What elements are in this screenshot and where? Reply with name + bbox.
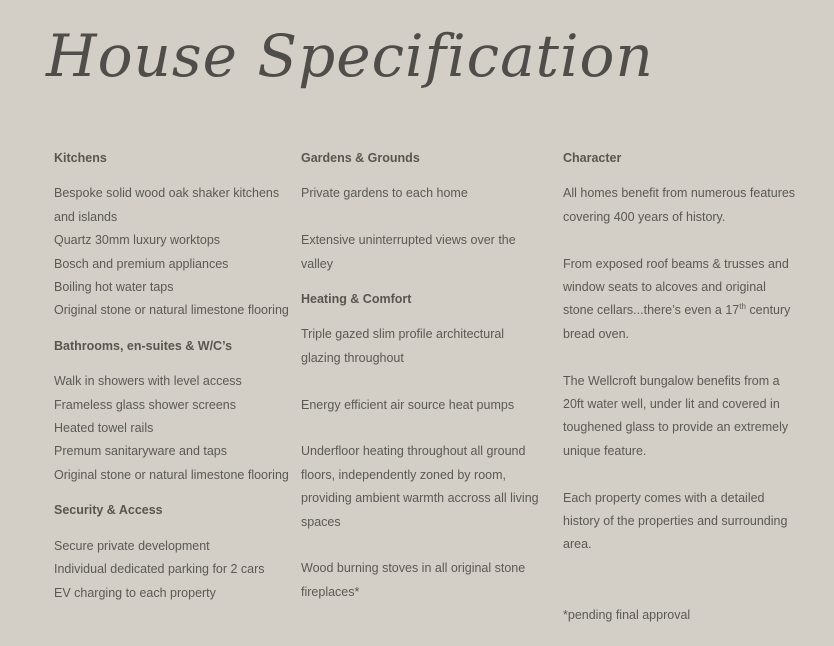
kitchens-heading: Kitchens — [54, 151, 107, 165]
list-item: Energy efficient air source heat pumps — [301, 397, 515, 412]
list-item: Underfloor heating throughout all ground floors, independently zoned by room, providing ambient warmth accross all living spaces — [301, 444, 539, 529]
bathrooms-heading: Bathrooms, en-suites & W/C’s — [54, 338, 233, 353]
list-item: Extensive uninterrupted views over the valley — [301, 233, 516, 271]
list-item: EV charging to each property — [54, 585, 216, 600]
gardens-heading: Gardens & Grounds — [301, 151, 420, 165]
column-right — [563, 147, 798, 627]
list-item: Heated towel rails — [54, 421, 154, 436]
character-paragraph-4: Each property comes with a detailed history of the properties and surrounding area. — [563, 490, 788, 552]
column-left — [54, 147, 289, 605]
list-item: Triple gazed slim profile architectural glazing throughout — [301, 327, 505, 365]
list-item: Quartz 30mm luxury worktops — [54, 233, 221, 248]
list-item: Bespoke solid wood oak shaker kitchens and islands — [54, 186, 280, 224]
page-title: House Specification — [46, 22, 654, 90]
character-paragraph-2 — [563, 253, 798, 347]
footnote: *pending final approval — [563, 607, 691, 622]
list-item: Original stone or natural limestone flooring — [54, 467, 289, 482]
character-paragraph-3: The Wellcroft bungalow benefits from a 20ft water well, under lit and covered in toughened glass to provide an extremely unique feature. — [563, 373, 789, 458]
list-item: Walk in showers with level access — [54, 374, 242, 389]
character-paragraph-1: All homes benefit from numerous features covering 400 years of history. — [563, 186, 796, 224]
list-item: Boiling hot water taps — [54, 280, 174, 295]
list-item: Premum sanitaryware and taps — [54, 444, 227, 459]
list-item: Secure private development — [54, 538, 210, 553]
character-paragraph-2-text: From exposed roof beams & trusses and window seats to alcoves and original stone cellars...there’s even a 17 — [563, 256, 789, 318]
list-item: Private gardens to each home — [301, 186, 468, 201]
column-middle — [301, 147, 546, 604]
list-item: Original stone or natural limestone flooring — [54, 303, 289, 318]
list-item: Frameless glass shower screens — [54, 397, 237, 412]
list-item: Bosch and premium appliances — [54, 256, 229, 271]
security-heading: Security & Access — [54, 503, 163, 518]
superscript-ordinal: th — [739, 302, 746, 312]
character-paragraph-2-end: century bread oven. — [563, 303, 791, 341]
heating-heading: Heating & Comfort — [301, 292, 412, 307]
list-item: Wood burning stoves in all original stone fireplaces* — [301, 561, 526, 599]
list-item: Individual dedicated parking for 2 cars — [54, 562, 265, 577]
character-heading: Character — [563, 151, 622, 165]
